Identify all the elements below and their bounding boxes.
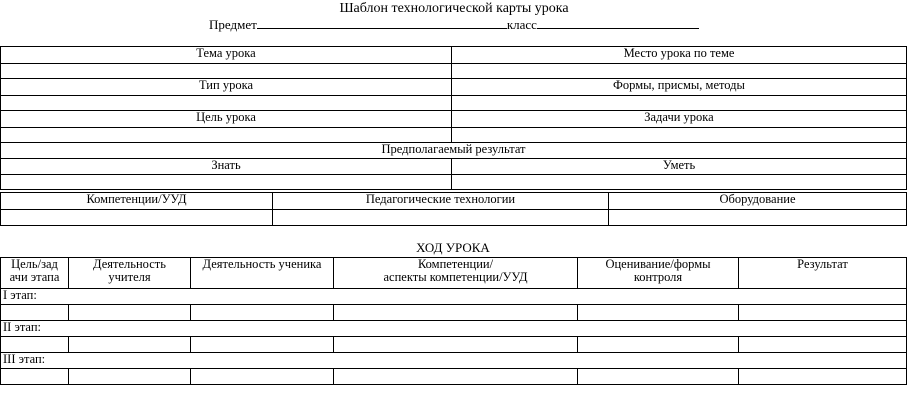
class-blank[interactable] — [537, 17, 699, 29]
stage-1-cell[interactable] — [334, 305, 578, 321]
lesson-methods-cell[interactable] — [452, 96, 907, 111]
can-cell[interactable] — [452, 175, 907, 190]
lesson-info-table — [0, 46, 907, 190]
stage-2-label: II этап: — [1, 321, 907, 337]
stage-1-cell[interactable] — [1, 305, 69, 321]
lesson-type-header: Тип урока — [1, 79, 452, 96]
competence-cell[interactable] — [1, 210, 273, 226]
lesson-tasks-header: Задачи урока — [452, 111, 907, 128]
stage-3-cell[interactable] — [191, 369, 334, 385]
flow-header-assessment: Оценивание/формы контроля — [578, 258, 739, 289]
stage-3-cell[interactable] — [739, 369, 907, 385]
subject-label: Предмет — [209, 17, 257, 32]
lesson-flow-title: ХОД УРОКА — [416, 240, 490, 255]
flow-header-teacher: Деятельность учителя — [69, 258, 191, 289]
stage-3-cell[interactable] — [69, 369, 191, 385]
subject-blank[interactable] — [257, 17, 507, 29]
stage-3-label: III этап: — [1, 353, 907, 369]
know-header: Знать — [1, 159, 452, 175]
flow-header-goal: Цель/зад ачи этапа — [1, 258, 69, 289]
stage-1-cell[interactable] — [739, 305, 907, 321]
lesson-methods-header: Формы, присмы, методы — [452, 79, 907, 96]
lesson-goal-header: Цель урока — [1, 111, 452, 128]
lesson-type-cell[interactable] — [1, 96, 452, 111]
stage-3-cell[interactable] — [334, 369, 578, 385]
stage-1-cell[interactable] — [69, 305, 191, 321]
flow-header-student: Деятельность ученика — [191, 258, 334, 289]
know-cell[interactable] — [1, 175, 452, 190]
lesson-topic-cell[interactable] — [1, 64, 452, 79]
competence-header: Компетенции/УУД — [1, 193, 273, 210]
stage-3-cell[interactable] — [1, 369, 69, 385]
subject-line — [0, 17, 908, 33]
flow-header-result: Результат — [739, 258, 907, 289]
can-header: Уметь — [452, 159, 907, 175]
stage-2-cell[interactable] — [334, 337, 578, 353]
stage-2-cell[interactable] — [739, 337, 907, 353]
equipment-header: Оборудование — [609, 193, 907, 210]
class-label: класс — [506, 17, 537, 32]
document-title: Шаблон технологической карты урока — [339, 1, 569, 16]
equipment-cell[interactable] — [609, 210, 907, 226]
lesson-topic-header: Тема урока — [1, 47, 452, 64]
lesson-tasks-cell[interactable] — [452, 128, 907, 143]
expected-result-header: Предполагаемый результат — [1, 143, 907, 159]
technologies-header: Педагогические технологии — [273, 193, 609, 210]
technologies-cell[interactable] — [273, 210, 609, 226]
lesson-flow-table — [0, 257, 907, 385]
stage-1-cell[interactable] — [191, 305, 334, 321]
stage-2-cell[interactable] — [69, 337, 191, 353]
stage-3-cell[interactable] — [578, 369, 739, 385]
competence-table — [0, 192, 907, 226]
lesson-goal-cell[interactable] — [1, 128, 452, 143]
stage-2-cell[interactable] — [578, 337, 739, 353]
stage-2-cell[interactable] — [191, 337, 334, 353]
lesson-place-header: Место урока по теме — [452, 47, 907, 64]
stage-2-cell[interactable] — [1, 337, 69, 353]
stage-1-cell[interactable] — [578, 305, 739, 321]
flow-header-competence: Компетенции/ аспекты компетенции/УУД — [334, 258, 578, 289]
stage-1-label: I этап: — [1, 289, 907, 305]
lesson-place-cell[interactable] — [452, 64, 907, 79]
